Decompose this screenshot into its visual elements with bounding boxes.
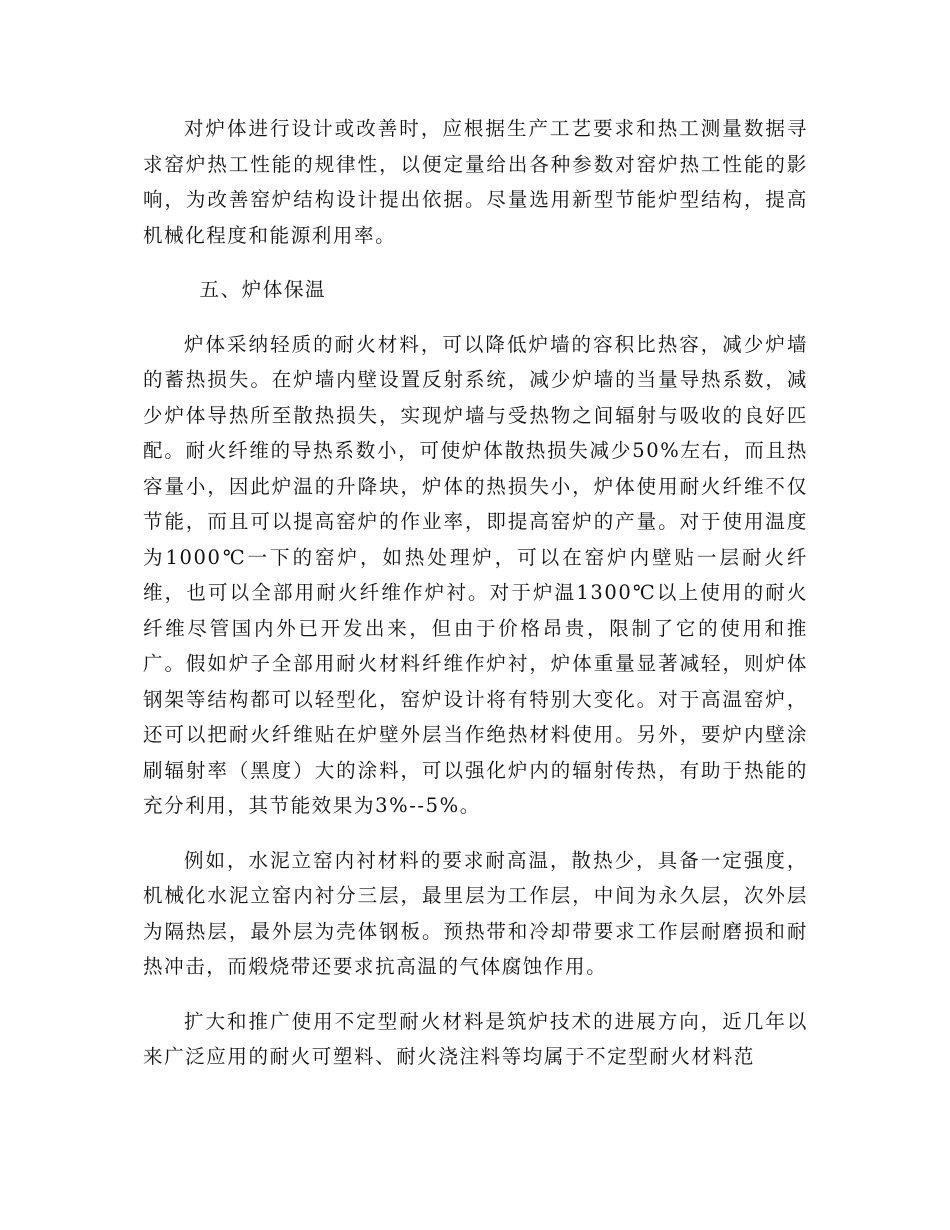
paragraph-furnace-design: 对炉体进行设计或改善时，应根据生产工艺要求和热工测量数据寻求窑炉热工性能的规律性，以便定量给出各种参数对窑炉热工性能的影响，为改善窑炉结构设计提出依据。尽量选用新型节能炉型结构，提高机械化程度和能源利用率。 — [143, 117, 808, 247]
paragraph-cement-kiln-example: 例如，水泥立窑内衬材料的要求耐高温，散热少，具备一定强度，机械化水泥立窑内衬分三层，最里层为工作层，中间为永久层，次外层为隔热层，最外层为壳体钢板。预热带和冷却带要求工作层耐磨损和耐热冲击，而煅烧带还要求抗高温的气体腐蚀作用。 — [143, 848, 808, 978]
paragraph-unshaped-refractory: 扩大和推广使用不定型耐火材料是筑炉技术的进展方向，近几年以来广泛应用的耐火可塑料、耐火浇注料等均属于不定型耐火材料范 — [143, 1009, 808, 1068]
paragraph-lightweight-refractory: 炉体采纳轻质的耐火材料，可以降低炉墙的容积比热容，减少炉墙的蓄热损失。在炉墙内壁设置反射系统，减少炉墙的当量导热系数，减少炉体导热所至散热损失，实现炉墙与受热物之间辐射与吸收的良好匹配。耐火纤维的导热系数小，可使炉体散热损失减少50%左右，而且热容量小，因此炉温的升降块，炉体的热损失小，炉体使用耐火纤维不仅节能，而且可以提高窑炉的作业率，即提高窑炉的产量。对于使用温度为1000℃一下的窑炉，如热处理炉，可以在窑炉内壁贴一层耐火纤维，也可以全部用耐火纤维作炉衬。对于炉温1300℃以上使用的耐火纤维尽管国内外已开发出来，但由于价格昂贵，限制了它的使用和推广。假如炉子全部用耐火材料纤维作炉衬，炉体重量显著减轻，则炉体钢架等结构都可以轻型化，窑炉设计将有特别大变化。对于高温窑炉，还可以把耐火纤维贴在炉壁外层当作绝热材料使用。另外，要炉内壁涂刷辐射率（黑度）大的涂料，可以强化炉内的辐射传热，有助于热能的充分利用，其节能效果为3%--5%。 — [143, 332, 808, 817]
section-heading-insulation: 五、炉体保温 — [199, 278, 327, 301]
document-body — [143, 111, 808, 1094]
